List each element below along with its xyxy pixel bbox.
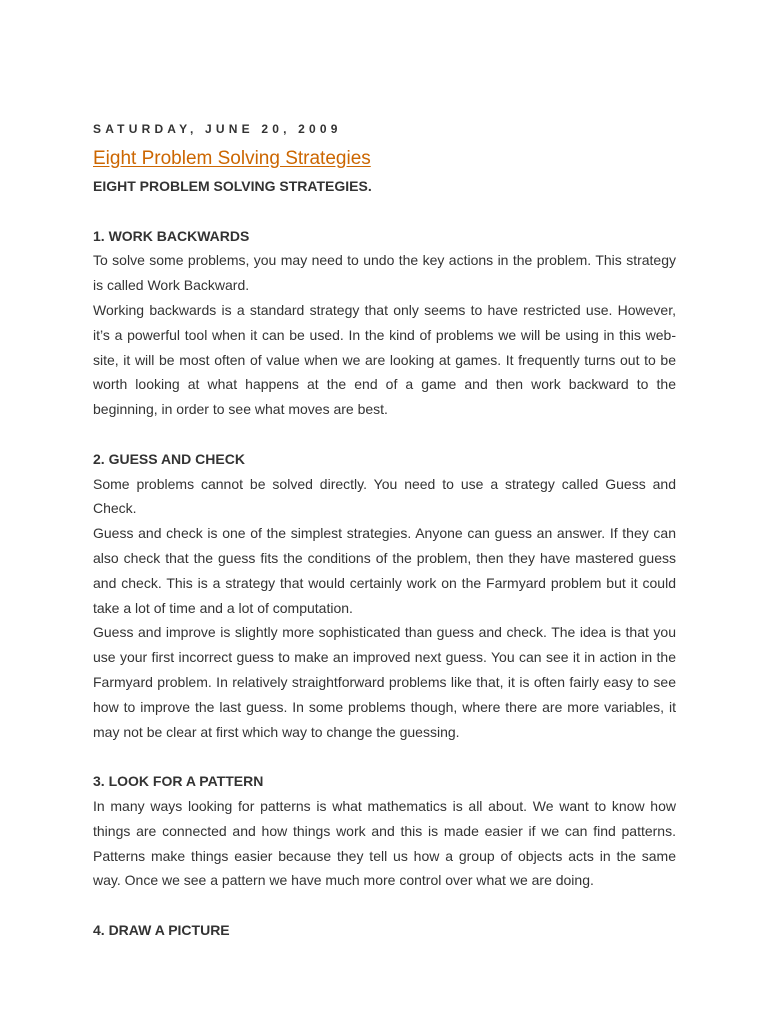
post-body <box>93 174 676 943</box>
post-subtitle: EIGHT PROBLEM SOLVING STRATEGIES. <box>93 178 372 194</box>
paragraph: Some problems cannot be solved directly. You need to use a strategy called Guess and Check. <box>93 475 676 517</box>
spacer <box>93 744 676 769</box>
section-heading-look-for-a-pattern: 3. LOOK FOR A PATTERN <box>93 773 264 790</box>
spacer <box>93 422 676 447</box>
section-heading-draw-a-picture: 4. DRAW A PICTURE <box>93 921 230 938</box>
section-heading-guess-and-check: 2. GUESS AND CHECK <box>93 450 245 467</box>
spacer <box>93 893 676 918</box>
post-title-link[interactable]: Eight Problem Solving Strategies <box>93 148 371 169</box>
date-header: SATURDAY, JUNE 20, 2009 <box>93 122 342 136</box>
paragraph: To solve some problems, you may need to undo the key actions in the problem. This strategy is called Work Backward. <box>93 252 676 294</box>
paragraph: Working backwards is a standard strategy that only seems to have restricted use. However, it’s a powerful tool when it can be used. In the kind of problems we will be using in this web-site, it will be most often of value when we are looking at games. It frequently turns out to be worth looking at what happens at the end of a game and then work backward to the beginning, in order to see what moves are best. <box>93 301 676 418</box>
section-heading-work-backwards: 1. WORK BACKWARDS <box>93 227 250 244</box>
blog-post <box>93 121 676 943</box>
paragraph: In many ways looking for patterns is what mathematics is all about. We want to know how things are connected and how things work and this is made easier if we can find patterns. Patterns make things easier because they tell us how a group of objects acts in the same way. Once we see a pattern we have much more control over what we are doing. <box>93 797 676 889</box>
paragraph: Guess and check is one of the simplest strategies. Anyone can guess an answer. If they can also check that the guess fits the conditions of the problem, then they have mastered guess and check. This is a strategy that would certainly work on the Farmyard problem but it could take a lot of time and a lot of computation. <box>93 525 676 616</box>
post-title <box>93 147 676 171</box>
paragraph: Guess and improve is slightly more sophisticated than guess and check. The idea is that you use your first incorrect guess to make an improved next guess. You can see it in action in the Farmyard problem. In relatively straightforward problems like that, it is often fairly easy to see how to improve the last guess. In some problems though, where there are more variables, it may not be clear at first which way to change the guessing. <box>93 624 676 740</box>
spacer <box>93 199 676 224</box>
